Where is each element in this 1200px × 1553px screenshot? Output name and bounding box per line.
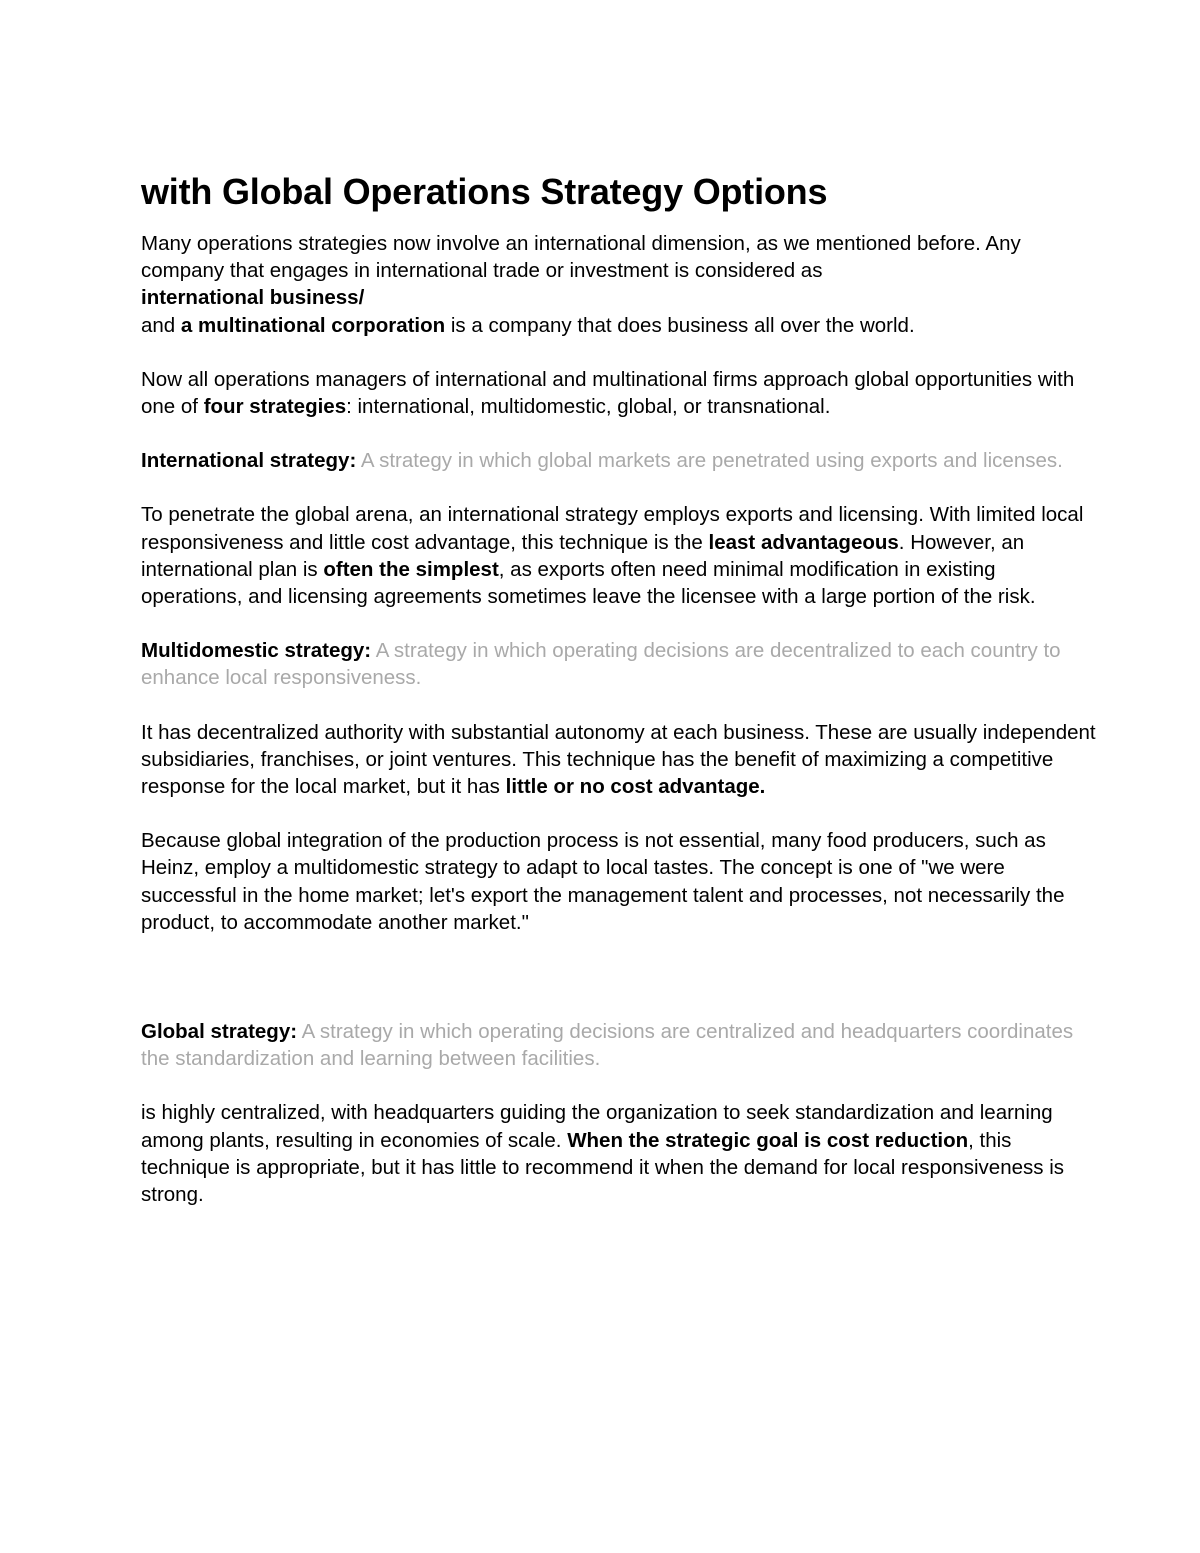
multidomestic-definition	[141, 637, 1101, 691]
term-multinational-corporation: a multinational corporation	[180, 313, 446, 337]
intro-text: Many operations strategies now involve an international dimension, as we mentioned before. Any company that engages in international trade or investment is considered as	[141, 232, 1021, 283]
strategies-paragraph	[141, 366, 1101, 420]
term-four-strategies: four strategies	[203, 395, 347, 419]
global-body-post: , this technique is appropriate, but it has little to recommend it when the demand for local responsiveness is strong.	[141, 1128, 1065, 1207]
page-title: with Global Operations Strategy Options	[141, 171, 828, 212]
multidomestic-label: Multidomestic strategy:	[141, 639, 372, 663]
term-often-the-simplest: often the simplest	[323, 557, 499, 581]
global-definition	[141, 1018, 1101, 1072]
international-body	[141, 501, 1101, 610]
intro-tail: is a company that does business all over the world.	[450, 313, 915, 337]
multidomestic-definition-text: A strategy in which operating decisions are decentralized to each country to enhance local responsiveness.	[141, 639, 1061, 690]
global-definition-text: A strategy in which operating decisions are centralized and headquarters coordinates the standardization and learning between facilities.	[141, 1020, 1074, 1071]
multidomestic-body-text: It has decentralized authority with substantial autonomy at each business. These are usually independent subsidiaries, franchises, or joint ventures. This technique has the benefit of maximizing a competitive response for the local market, but it has	[141, 720, 1096, 799]
strategies-pre: Now all operations managers of international and multinational firms approach global opportunities with one of	[141, 367, 1075, 419]
international-definition	[141, 447, 1101, 474]
term-international-business: international business/	[141, 286, 365, 310]
global-body	[141, 1099, 1101, 1208]
intro-and: and	[141, 313, 176, 337]
strategies-post: : international, multidomestic, global, or transnational.	[346, 395, 831, 419]
global-label: Global strategy:	[141, 1020, 298, 1044]
international-body-mid: . However, an international plan is	[141, 530, 1025, 581]
multidomestic-body	[141, 719, 1101, 801]
international-body-text: To penetrate the global arena, an international strategy employs exports and licensing. With limited local responsiveness and little cost advantage, this technique is the	[141, 503, 1084, 554]
international-definition-text: A strategy in which global markets are penetrated using exports and licenses.	[360, 449, 1063, 473]
multidomestic-example: Because global integration of the production process is not essential, many food producers, such as Heinz, employ a multidomestic strategy to adapt to local tastes. The concept is one of "we were successful in the home market; let's export the management talent and processes, not necessarily the product, to accommodate another market."	[141, 829, 1065, 934]
international-body-post: , as exports often need minimal modification in existing operations, and licensing agreements sometimes leave the licensee with a large portion of the risk.	[141, 557, 1036, 609]
international-label: International strategy:	[141, 449, 357, 473]
global-body-text: is highly centralized, with headquarters guiding the organization to seek standardization and learning among plants, resulting in economies of scale.	[141, 1101, 1053, 1152]
term-little-or-no-cost-advantage: little or no cost advantage.	[505, 775, 766, 799]
intro-paragraph	[141, 230, 1101, 339]
document-body	[141, 168, 1101, 1208]
term-least-advantageous: least advantageous	[708, 530, 899, 554]
term-cost-reduction: When the strategic goal is cost reduction	[567, 1128, 969, 1152]
